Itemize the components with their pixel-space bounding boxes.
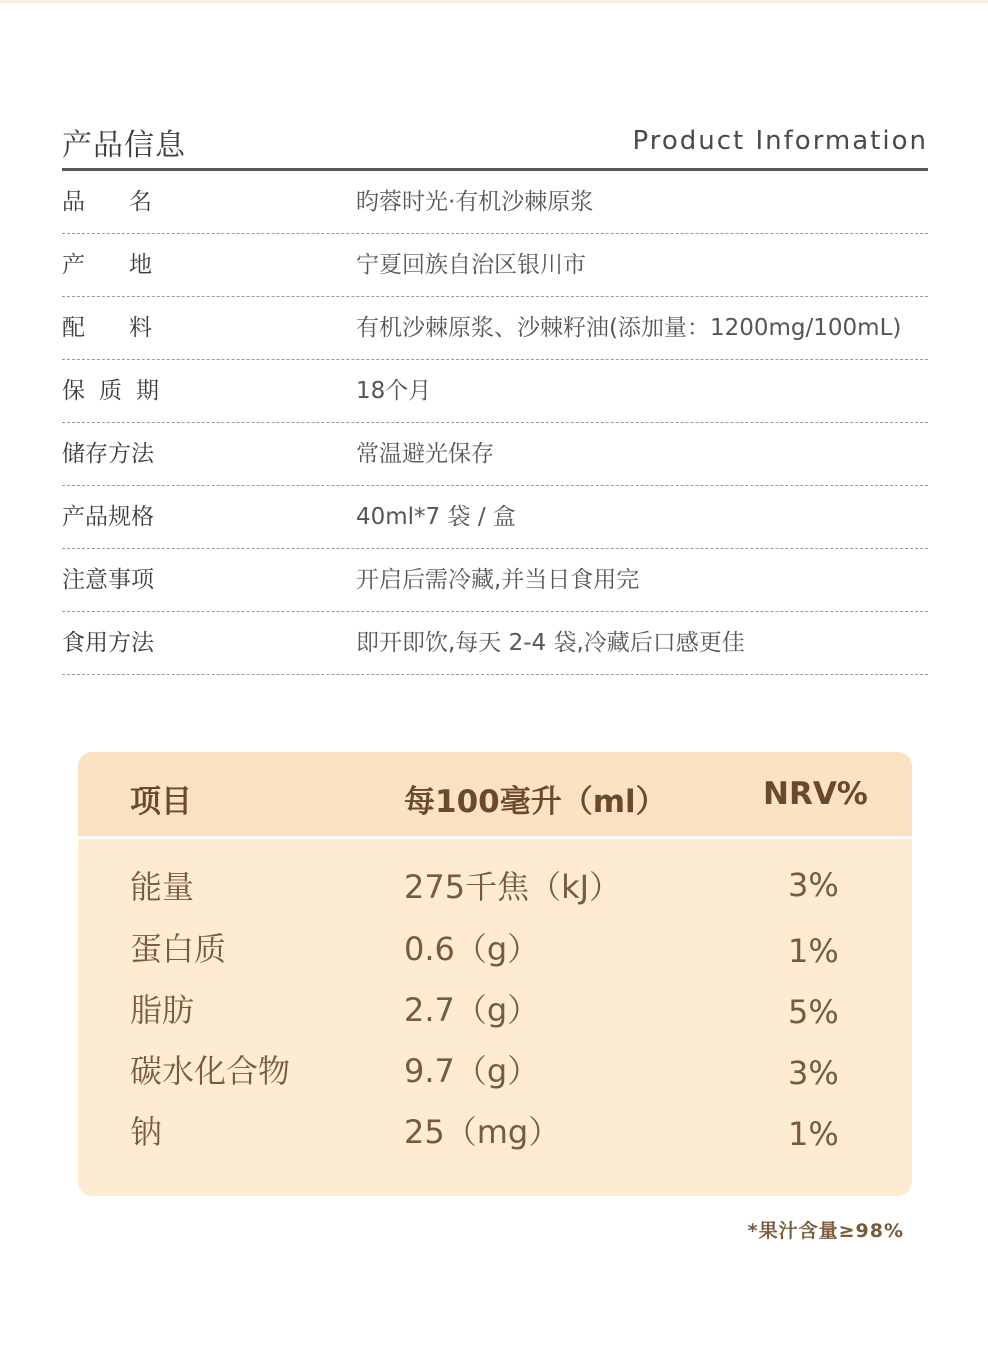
top-divider (0, 0, 988, 3)
nutrient-amount: 275千焦（kJ） (404, 868, 622, 906)
info-label: 品名 (62, 189, 196, 215)
section-header (62, 118, 928, 170)
info-value: 40ml*7 袋 / 盒 (356, 504, 516, 530)
nutrient-nrv: 3% (788, 866, 839, 904)
info-value: 开启后需冷藏,并当日食用完 (356, 567, 640, 593)
nutrition-table-header (78, 752, 912, 836)
nutrition-row (78, 985, 912, 1045)
nutrition-row (78, 924, 912, 984)
nutrient-amount: 0.6（g） (404, 930, 540, 968)
section-title-en: Product Information (632, 126, 928, 156)
info-value: 常温避光保存 (356, 441, 494, 467)
info-value: 即开即饮,每天 2-4 袋,冷藏后口感更佳 (356, 630, 745, 656)
info-label: 注意事项 (62, 567, 154, 593)
nutrient-name: 钠 (130, 1113, 163, 1151)
info-value: 昀蓉时光·有机沙棘原浆 (356, 189, 594, 215)
info-label: 配料 (62, 315, 196, 341)
info-label: 产地 (62, 252, 196, 278)
info-row-spec (62, 486, 928, 549)
info-row-origin (62, 234, 928, 297)
nutrition-table (78, 752, 912, 1196)
nutrient-nrv: 5% (788, 993, 839, 1031)
info-label: 食用方法 (62, 630, 154, 656)
nutrition-row (78, 1107, 912, 1167)
nutrient-name: 蛋白质 (130, 930, 227, 968)
nutrient-name: 碳水化合物 (130, 1052, 291, 1090)
header-nrv: NRV% (763, 776, 868, 812)
info-row-usage (62, 612, 928, 675)
nutrient-name: 脂肪 (130, 991, 195, 1029)
info-row-name (62, 171, 928, 234)
header-item: 项目 (130, 784, 192, 820)
nutrition-row (78, 1046, 912, 1106)
info-row-ingredients (62, 297, 928, 360)
header-per-100ml: 每100毫升（ml） (404, 784, 667, 820)
nutrient-nrv: 1% (788, 932, 839, 970)
nutrient-amount: 2.7（g） (404, 991, 540, 1029)
info-row-storage (62, 423, 928, 486)
header-divider (78, 836, 912, 839)
nutrient-amount: 9.7（g） (404, 1052, 540, 1090)
info-value: 有机沙棘原浆、沙棘籽油(添加量：1200mg/100mL) (356, 315, 902, 341)
info-value: 宁夏回族自治区银川市 (356, 252, 586, 278)
nutrient-nrv: 1% (788, 1115, 839, 1153)
nutrient-name: 能量 (130, 868, 195, 906)
info-value: 18个月 (356, 378, 432, 404)
section-title-cn: 产品信息 (62, 128, 186, 163)
info-row-notes (62, 549, 928, 612)
juice-content-footnote: *果汁含量≥98% (747, 1220, 904, 1242)
nutrient-nrv: 3% (788, 1054, 839, 1092)
product-info-table (62, 171, 928, 675)
nutrient-amount: 25（mg） (404, 1113, 561, 1151)
nutrition-row (78, 862, 912, 922)
info-label: 产品规格 (62, 504, 154, 530)
info-label: 储存方法 (62, 441, 154, 467)
info-label: 保质期 (62, 378, 173, 404)
info-row-shelf-life (62, 360, 928, 423)
